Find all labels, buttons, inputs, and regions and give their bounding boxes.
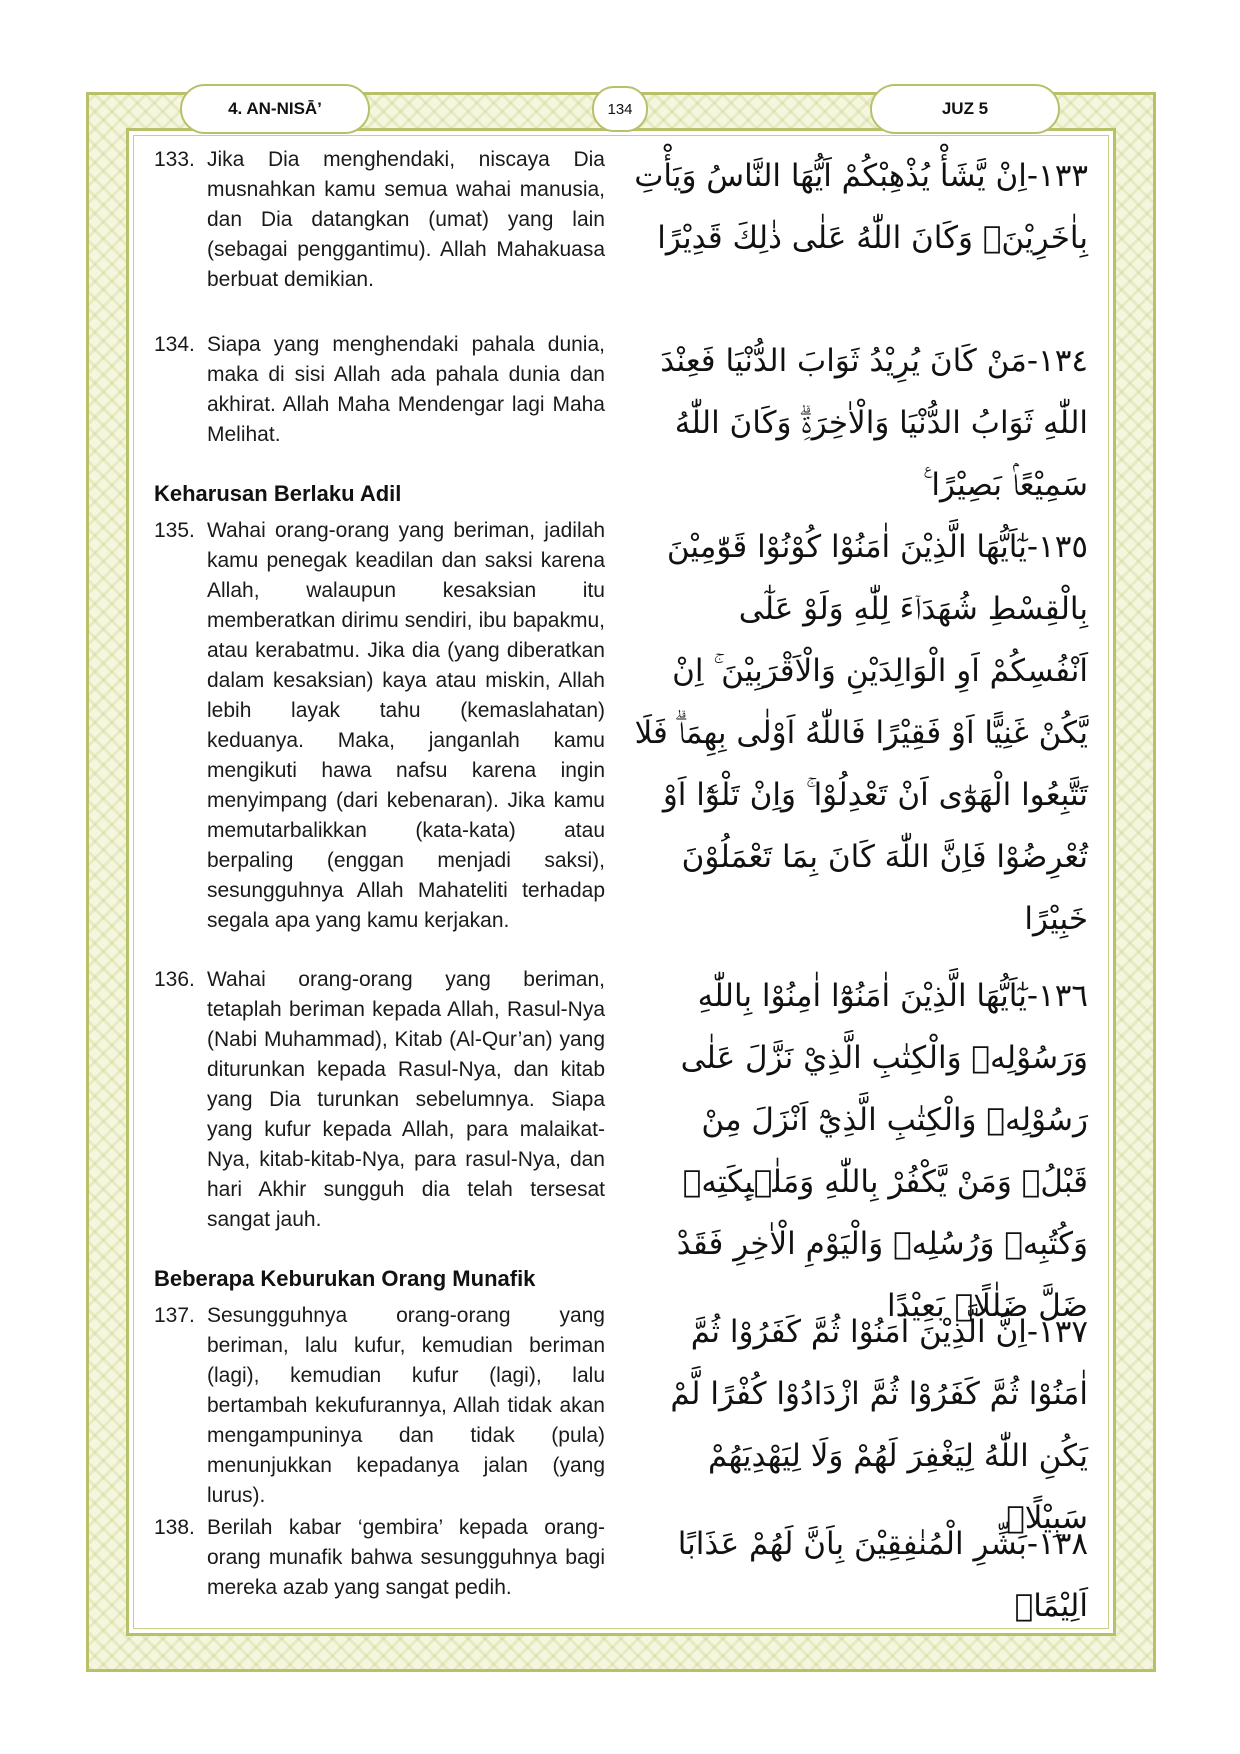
verse-number: 135. bbox=[154, 519, 195, 542]
verse-translation: Jika Dia menghendaki, niscaya Dia musnahkan kamu semua wahai manusia, dan Dia datangkan (umat) yang lain (sebagai penggantimu). Allah Mahakuasa berbuat demikian. bbox=[207, 148, 605, 291]
verse-translation: Sesungguhnya orang-orang yang beriman, lalu kufur, kemudian beriman (lagi), kemudian kufur (lagi), lalu bertambah kekufurannya, Allah tidak akan mengampuninya dan tidak (pula) menunjukkan kepadanya jalan (yang lurus). bbox=[207, 1304, 605, 1507]
juz-tab: JUZ 5 bbox=[870, 84, 1060, 134]
verse-translation: Wahai orang-orang yang beriman, jadilah kamu penegak keadilan dan saksi karena Allah, walaupun kesaksian itu memberatkan dirimu sendiri, ibu bapakmu, atau kerabatmu. Jika dia (yang diberatkan dalam kesaksian) kaya atau miskin, Allah lebih layak tahu (kemaslahatan) keduanya. Maka, janganlah kamu mengikuti hawa nafsu karena ingin menyimpang (dari kebenaran). Jika kamu memutarbalikkan (kata-kata) atau berpaling (enggan menjadi saksi), sesungguhnya Allah Mahateliti terhadap segala apa yang kamu kerjakan. bbox=[207, 519, 605, 932]
verse-translation: Siapa yang menghendaki pahala dunia, maka di sisi Allah ada pahala dunia dan akhirat. Allah Maha Mendengar lagi Maha Melihat. bbox=[207, 333, 605, 446]
section-heading: Keharusan Berlaku Adil bbox=[154, 481, 402, 506]
verse-arabic: ١٣٦-يٰٓاَيُّهَا الَّذِيْنَ اٰمَنُوْٓا اٰمِنُوْا بِاللّٰهِ وَرَسُوْلِهٖ وَالْكِتٰبِ الَّذِيْ نَزَّلَ عَلٰى رَسُوْلِهٖ وَالْكِتٰبِ الَّذِيْٓ اَنْزَلَ مِنْ قَبْلُۗ وَمَنْ يَّكْفُرْ بِاللّٰهِ وَمَلٰۤىِٕكَتِهٖ وَكُتُبِهٖ وَرُسُلِهٖ وَالْيَوْمِ الْاٰخِرِ فَقَدْ ضَلَّ ضَلٰلًاۢ بَعِيْدًا bbox=[676, 978, 1088, 1324]
verse-number: 133. bbox=[154, 148, 195, 171]
page-number: 134 bbox=[592, 86, 648, 132]
verse-arabic: ١٣٧-اِنَّ الَّذِيْنَ اٰمَنُوْا ثُمَّ كَفَرُوْا ثُمَّ اٰمَنُوْا ثُمَّ كَفَرُوْا ثُمَّ ازْدَادُوْا كُفْرًا لَّمْ يَكُنِ اللّٰهُ لِيَغْفِرَ لَهُمْ وَلَا لِيَهْدِيَهُمْ سَبِيْلًاۗ bbox=[670, 1314, 1088, 1536]
verse-number: 137. bbox=[154, 1304, 195, 1327]
verse-arabic: ١٣٤-مَنْ كَانَ يُرِيْدُ ثَوَابَ الدُّنْيَا فَعِنْدَ اللّٰهِ ثَوَابُ الدُّنْيَا وَالْاٰخِرَةِۗ وَكَانَ اللّٰهُ سَمِيْعًاۢ بَصِيْرًا ࣖ bbox=[660, 343, 1088, 503]
section-heading: Beberapa Keburukan Orang Munafik bbox=[154, 1266, 536, 1291]
verse-arabic: ١٣٨-بَشِّرِ الْمُنٰفِقِيْنَ بِاَنَّ لَهُمْ عَذَابًا اَلِيْمًاۙ bbox=[677, 1526, 1088, 1624]
verse-translation: Wahai orang-orang yang beriman, tetaplah beriman kepada Allah, Rasul-Nya (Nabi Muhammad), Kitab (Al-Qur’an) yang diturunkan kepada Rasul-Nya, dan kitab yang Dia turunkan sebelumnya. Siapa yang kufur kepada Allah, para malaikat-Nya, kitab-kitab-Nya, para rasul-Nya, dan hari Akhir sungguh dia telah tersesat sangat jauh. bbox=[207, 968, 605, 1231]
verse-arabic: ١٣٣-اِنْ يَّشَأْ يُذْهِبْكُمْ اَيُّهَا النَّاسُ وَيَأْتِ بِاٰخَرِيْنَۗ وَكَانَ اللّٰهُ عَلٰى ذٰلِكَ قَدِيْرًا bbox=[634, 158, 1088, 256]
surah-name-tab: 4. AN-NISĀ’ bbox=[180, 84, 370, 134]
verse-number: 138. bbox=[154, 1516, 195, 1539]
verse-number: 134. bbox=[154, 333, 195, 356]
verse-number: 136. bbox=[154, 968, 195, 991]
verse-translation: Berilah kabar ‘gembira’ kepada orang-orang munafik bahwa sesungguhnya bagi mereka azab yang sangat pedih. bbox=[207, 1516, 605, 1599]
verse-arabic: ١٣٥-يٰٓاَيُّهَا الَّذِيْنَ اٰمَنُوْا كُوْنُوْا قَوّٰمِيْنَ بِالْقِسْطِ شُهَدَاۤءَ لِلّٰهِ وَلَوْ عَلٰٓى اَنْفُسِكُمْ اَوِ الْوَالِدَيْنِ وَالْاَقْرَبِيْنَ ۚ اِنْ يَّكُنْ غَنِيًّا اَوْ فَقِيْرًا فَاللّٰهُ اَوْلٰى بِهِمَاۗ فَلَا تَتَّبِعُوا الْهَوٰٓى اَنْ تَعْدِلُوْا ۚ وَاِنْ تَلْوٗٓا اَوْ تُعْرِضُوْا فَاِنَّ اللّٰهَ كَانَ بِمَا تَعْمَلُوْنَ خَبِيْرًا bbox=[634, 529, 1088, 937]
